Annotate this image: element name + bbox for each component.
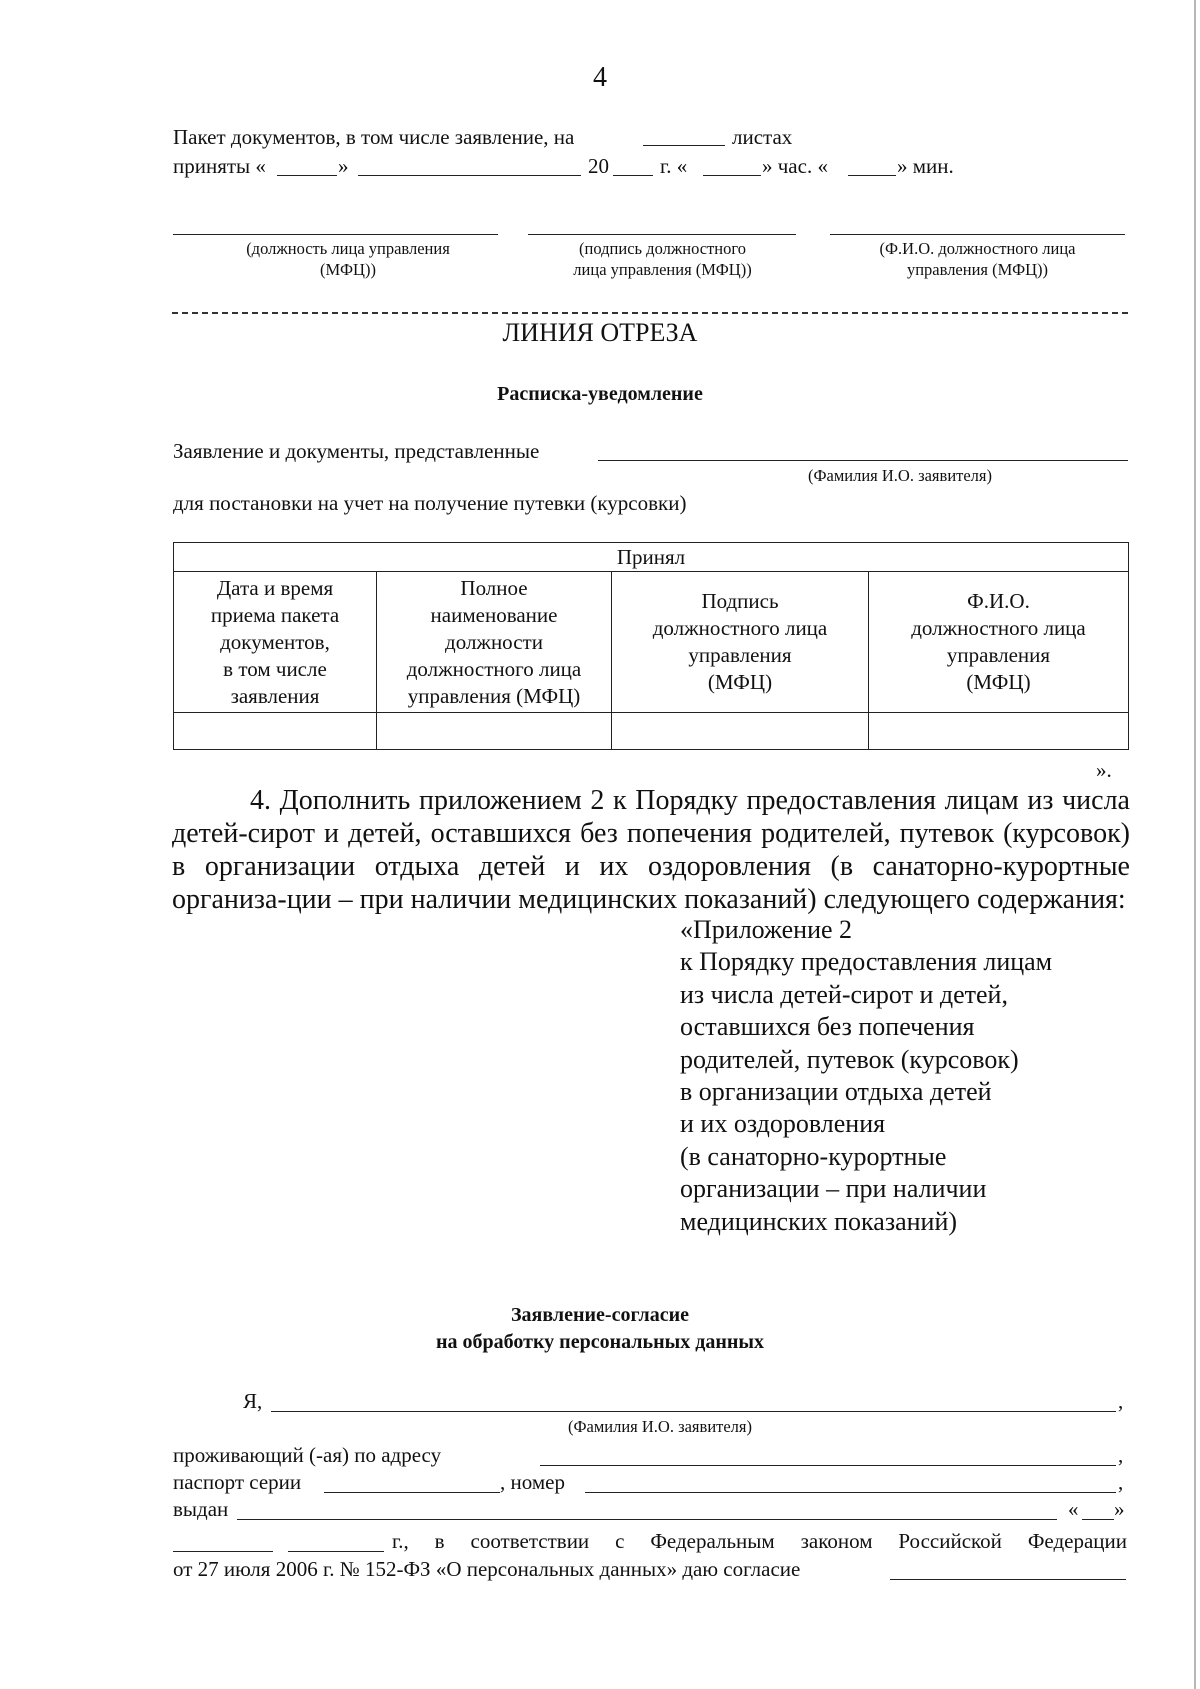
col-fio-line: (МФЦ) (966, 670, 1031, 694)
hour-blank[interactable] (703, 175, 761, 176)
signature-caption-line1: (подпись должностного (579, 239, 746, 258)
package-line (173, 124, 574, 151)
col-date-time (174, 572, 377, 713)
consent-name-caption: (Фамилия И.О. заявителя) (567, 1417, 752, 1436)
fio-caption (830, 238, 1125, 280)
issued-blank[interactable] (237, 1519, 1057, 1520)
appendix-line: организации – при наличии (680, 1174, 987, 1204)
col-position-line: управления (МФЦ) (407, 683, 581, 708)
applicant-name-caption: (Фамилия И.О. заявителя) (807, 466, 992, 485)
law-line-1: г., в соответствии с Федеральным законом Российской Федерации (392, 1529, 1127, 1553)
col-position-line: наименование (430, 602, 558, 627)
signature-caption-line2: лица управления (МФЦ)) (573, 260, 752, 279)
consent-address-blank[interactable] (540, 1465, 1116, 1466)
col-signature (612, 572, 869, 713)
issued-day-open: « (1068, 1497, 1079, 1521)
table-cell-empty[interactable] (869, 713, 1129, 750)
cut-line-label: ЛИНИЯ ОТРЕЗА (502, 318, 698, 347)
col-fio-line: Ф.И.О. (967, 589, 1030, 613)
sheets-blank[interactable] (643, 145, 725, 146)
consent-title-2: на обработку персональных данных (436, 1331, 764, 1353)
issued-day-close: » (1114, 1497, 1125, 1521)
appendix-line: и их оздоровления (680, 1109, 886, 1139)
consent-name-blank[interactable] (271, 1411, 1116, 1412)
appendix-line: из числа детей-сирот и детей, (680, 979, 1008, 1009)
appendix-line: в организации отдыха детей (680, 1077, 992, 1107)
table-header-accepted: Принял (174, 543, 1129, 572)
issued-day-blank[interactable] (1082, 1519, 1114, 1520)
table-cell-empty[interactable] (612, 713, 869, 750)
cut-line (172, 312, 1128, 314)
col-signature-line: Подпись (701, 589, 779, 613)
col-date-line: заявления (230, 683, 320, 708)
page-number: 4 (593, 62, 607, 93)
col-fio-line: должностного лица (911, 616, 1086, 640)
col-signature-line: должностного лица (652, 616, 828, 640)
minute-label: » мин. (897, 154, 954, 178)
col-signature-line: управления (688, 643, 792, 667)
consent-comma: , (1118, 1470, 1124, 1494)
passport-series-blank[interactable] (324, 1492, 500, 1493)
col-date-line: документов, (220, 629, 330, 654)
quote-close-1: » (338, 154, 349, 178)
appendix-line: (в санаторно-курортные (680, 1141, 947, 1171)
col-fio-line: управления (946, 643, 1051, 667)
appendix-heading (680, 914, 1140, 1238)
signature-caption (520, 238, 805, 280)
closing-quote: ». (1096, 758, 1112, 782)
fio-caption-line2: управления (МФЦ)) (906, 260, 1049, 279)
receipt-table (173, 542, 1129, 750)
position-signature-line[interactable] (173, 234, 498, 235)
fio-caption-line1: (Ф.И.О. должностного лица (879, 239, 1076, 258)
consent-title-1: Заявление-согласие (510, 1304, 690, 1326)
issued-year-blank[interactable] (288, 1551, 384, 1552)
notice-line2: для постановки на учет на получение путевки (курсовки) (173, 491, 687, 515)
col-position-line: должности (445, 629, 543, 654)
col-date-line: в том числе (223, 656, 327, 681)
col-position-line: должностного лица (406, 656, 582, 681)
col-signature-line: (МФЦ) (707, 670, 773, 694)
accepted-label: приняты « (173, 154, 266, 178)
position-caption-line1: (должность лица управления (246, 239, 450, 258)
appendix-line: родителей, путевок (курсовок) (680, 1044, 1019, 1074)
col-fio (869, 572, 1129, 713)
issued-label: выдан (173, 1497, 229, 1521)
issued-month-blank[interactable] (173, 1551, 273, 1552)
applicant-name-blank[interactable] (598, 460, 1128, 461)
paragraph-4: 4. Дополнить приложением 2 к Порядку предоставления лицам из числа детей-сирот и детей, оставшихся без попечения родителей, путевок (курсовок) в организации отдыха детей и их оздоровления (в санаторно-курортные организа-ции – при наличии медицинских показаний) следующего содержания: (172, 785, 1130, 915)
sheets-label: листах (732, 125, 793, 149)
year-blank[interactable] (613, 175, 653, 176)
appendix-line: «Приложение 2 (680, 915, 853, 944)
minute-blank[interactable] (848, 175, 896, 176)
year-prefix: 20 (588, 154, 609, 178)
passport-series-label: паспорт серии (173, 1470, 302, 1494)
appendix-line: оставшихся без попечения (680, 1012, 975, 1042)
day-blank[interactable] (277, 175, 337, 176)
appendix-line: медицинских показаний) (680, 1206, 958, 1236)
hour-label: » час. « (762, 154, 828, 178)
table-cell-empty[interactable] (174, 713, 377, 750)
position-caption-line2: (МФЦ)) (320, 260, 376, 279)
law-line-2: от 27 июля 2006 г. № 152-ФЗ «О персональных данных» даю согласие (173, 1557, 801, 1581)
col-date-line: Дата и время (216, 575, 334, 600)
consent-ya: Я, (243, 1389, 263, 1413)
signature-line[interactable] (528, 234, 796, 235)
appendix-line: к Порядку предоставления лицам (680, 947, 1053, 977)
fio-signature-line[interactable] (830, 234, 1125, 235)
passport-number-blank[interactable] (585, 1492, 1116, 1493)
col-position-line: Полное (460, 575, 528, 600)
notice-line1: Заявление и документы, представленные (173, 439, 540, 463)
consent-to-blank[interactable] (890, 1579, 1126, 1580)
table-cell-empty[interactable] (377, 713, 612, 750)
month-blank[interactable] (358, 175, 581, 176)
col-date-line: приема пакета (210, 602, 340, 627)
package-text: Пакет документов, в том числе заявление, на (173, 125, 575, 149)
consent-comma: , (1118, 1389, 1124, 1413)
col-position (377, 572, 612, 713)
position-caption (173, 238, 523, 280)
passport-number-label: , номер (500, 1470, 565, 1494)
consent-comma: , (1118, 1443, 1124, 1467)
notice-title: Расписка-уведомление (497, 383, 703, 405)
year-g-label: г. « (660, 154, 688, 178)
scan-edge-mark (1194, 0, 1196, 1689)
consent-address-label: проживающий (-ая) по адресу (173, 1443, 442, 1467)
